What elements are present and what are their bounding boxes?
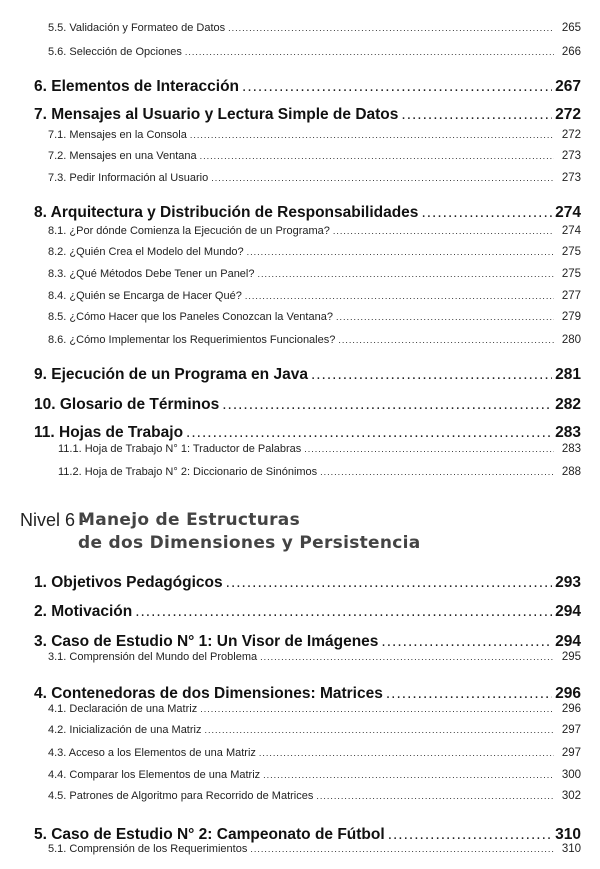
- toc-entry-title: 11.1. Hoja de Trabajo N° 1: Traductor de Palabras: [58, 443, 302, 455]
- toc-page-number: 283: [561, 443, 581, 455]
- dot-leader: [304, 444, 554, 454]
- toc-page-number: 302: [561, 790, 581, 802]
- toc-entry-title: 8.6. ¿Cómo Implementar los Requerimientos Funcionales?: [48, 334, 336, 346]
- toc-page-number: 300: [561, 769, 581, 781]
- toc-entry-title: 11. Hojas de Trabajo: [34, 424, 184, 441]
- toc-subsection-entry: [48, 769, 581, 781]
- toc-entry-title: 10. Glosario de Términos: [34, 396, 220, 413]
- toc-entry-title: 1. Objetivos Pedagógicos: [34, 574, 223, 591]
- toc-page-number: 274: [561, 225, 581, 237]
- toc-subsection-entry: [48, 703, 581, 715]
- toc-entry-title: 5. Caso de Estudio N° 2: Campeonato de Fútbol: [34, 826, 385, 843]
- toc-page-number: 275: [561, 246, 581, 258]
- toc-page-number: 265: [561, 22, 581, 34]
- dot-leader: [381, 633, 552, 651]
- toc-subsection-entry: [48, 334, 581, 346]
- toc-page-number: 297: [561, 724, 581, 736]
- toc-entry-title: 3.1. Comprensión del Mundo del Problema: [48, 651, 258, 663]
- toc-page-number: 267: [555, 78, 581, 95]
- dot-leader: [338, 335, 554, 345]
- toc-subsection-entry: [48, 790, 581, 802]
- toc-page-number: 281: [555, 366, 581, 383]
- toc-subsection-entry: [48, 172, 581, 184]
- toc-subsection-entry: [58, 443, 581, 455]
- toc-page-number: 277: [561, 290, 581, 302]
- toc-subsection-entry: [48, 651, 581, 663]
- toc-page-number: 295: [561, 651, 581, 663]
- toc-page-number: 273: [561, 172, 581, 184]
- toc-section-entry: [34, 633, 581, 651]
- toc-entry-title: 7.3. Pedir Información al Usuario: [48, 172, 209, 184]
- toc-entry-title: 7.1. Mensajes en la Consola: [48, 129, 187, 141]
- dot-leader: [222, 396, 552, 414]
- level-title-line1: Manejo de Estructuras: [78, 510, 300, 530]
- toc-page-number: 310: [555, 826, 581, 843]
- dot-leader: [204, 725, 554, 735]
- toc-section-entry: [34, 366, 581, 384]
- toc-page-number: 293: [555, 574, 581, 591]
- toc-entry-title: 4.2. Inicialización de una Matriz: [48, 724, 202, 736]
- dot-leader: [336, 312, 554, 322]
- toc-entry-title: 2. Motivación: [34, 603, 133, 620]
- toc-section-entry: [34, 574, 581, 592]
- dot-leader: [258, 269, 555, 279]
- dot-leader: [245, 291, 554, 301]
- dot-leader: [226, 574, 552, 592]
- toc-section-entry: [34, 204, 581, 222]
- toc-page-number: 272: [561, 129, 581, 141]
- dot-leader: [247, 247, 554, 257]
- toc-subsection-entry: [48, 129, 581, 141]
- toc-subsection-entry: [48, 268, 581, 280]
- dot-leader: [200, 151, 554, 161]
- dot-leader: [320, 467, 554, 477]
- dot-leader: [263, 770, 554, 780]
- toc-entry-title: 5.5. Validación y Formateo de Datos: [48, 22, 226, 34]
- toc-subsection-entry: [48, 747, 581, 759]
- toc-entry-title: 4. Contenedoras de dos Dimensiones: Matrices: [34, 685, 383, 702]
- dot-leader: [250, 844, 554, 854]
- toc-section-entry: [34, 106, 581, 124]
- toc-entry-title: 7.2. Mensajes en una Ventana: [48, 150, 197, 162]
- dot-leader: [259, 748, 554, 758]
- toc-page-number: 273: [561, 150, 581, 162]
- toc-entry-title: 8.1. ¿Por dónde Comienza la Ejecución de un Programa?: [48, 225, 330, 237]
- dot-leader: [316, 791, 554, 801]
- dot-leader: [185, 47, 554, 57]
- dot-leader: [260, 652, 554, 662]
- toc-entry-title: 4.4. Comparar los Elementos de una Matriz: [48, 769, 261, 781]
- toc-page-number: 274: [555, 204, 581, 221]
- toc-entry-title: 4.5. Patrones de Algoritmo para Recorrido de Matrices: [48, 790, 314, 802]
- dot-leader: [190, 130, 554, 140]
- toc-section-entry: [34, 78, 581, 96]
- level-title-line2: de dos Dimensiones y Persistencia: [78, 533, 421, 553]
- dot-leader: [421, 204, 552, 222]
- toc-page-number: 296: [555, 685, 581, 702]
- toc-page-number: 283: [555, 424, 581, 441]
- dot-leader: [388, 826, 552, 844]
- toc-subsection-entry: [48, 290, 581, 302]
- toc-entry-title: 5.1. Comprensión de los Requerimientos: [48, 843, 248, 855]
- toc-page-number: 310: [561, 843, 581, 855]
- toc-subsection-entry: [48, 225, 581, 237]
- toc-page-number: 280: [561, 334, 581, 346]
- toc-section-entry: [34, 826, 581, 844]
- dot-leader: [311, 366, 552, 384]
- toc-subsection-entry: [58, 466, 581, 478]
- toc-entry-title: 8.5. ¿Cómo Hacer que los Paneles Conozcan la Ventana?: [48, 311, 333, 323]
- toc-section-entry: [34, 424, 581, 442]
- toc-subsection-entry: [48, 22, 581, 34]
- toc-subsection-entry: [48, 724, 581, 736]
- toc-section-entry: [34, 603, 581, 621]
- toc-entry-title: 7. Mensajes al Usuario y Lectura Simple de Datos: [34, 106, 399, 123]
- toc-section-entry: [34, 396, 581, 414]
- toc-entry-title: 11.2. Hoja de Trabajo N° 2: Diccionario de Sinónimos: [58, 466, 318, 478]
- toc-entry-title: 9. Ejecución de un Programa en Java: [34, 366, 308, 383]
- toc-page-number: 294: [555, 603, 581, 620]
- toc-subsection-entry: [48, 246, 581, 258]
- toc-subsection-entry: [48, 46, 581, 58]
- toc-page-number: 297: [561, 747, 581, 759]
- toc-page-number: 296: [561, 703, 581, 715]
- dot-leader: [386, 685, 552, 703]
- toc-page-number: 279: [561, 311, 581, 323]
- dot-leader: [200, 704, 554, 714]
- level-prefix: Nivel 6 -: [20, 510, 87, 530]
- dot-leader: [186, 424, 552, 442]
- toc-entry-title: 4.1. Declaración de una Matriz: [48, 703, 198, 715]
- toc-page-number: 266: [561, 46, 581, 58]
- dot-leader: [211, 173, 554, 183]
- toc-page-number: 294: [555, 633, 581, 650]
- toc-entry-title: 8.2. ¿Quién Crea el Modelo del Mundo?: [48, 246, 244, 258]
- dot-leader: [401, 106, 552, 124]
- dot-leader: [333, 226, 554, 236]
- toc-subsection-entry: [48, 150, 581, 162]
- toc-page-number: 275: [561, 268, 581, 280]
- toc-entry-title: 8.3. ¿Qué Métodos Debe Tener un Panel?: [48, 268, 255, 280]
- dot-leader: [242, 78, 552, 96]
- toc-entry-title: 3. Caso de Estudio N° 1: Un Visor de Imágenes: [34, 633, 379, 650]
- dot-leader: [135, 603, 552, 621]
- toc-entry-title: 8.4. ¿Quién se Encarga de Hacer Qué?: [48, 290, 242, 302]
- toc-page-number: 282: [555, 396, 581, 413]
- toc-entry-title: 4.3. Acceso a los Elementos de una Matriz: [48, 747, 256, 759]
- toc-entry-title: 5.6. Selección de Opciones: [48, 46, 182, 58]
- toc-subsection-entry: [48, 311, 581, 323]
- toc-page-number: 272: [555, 106, 581, 123]
- toc-section-entry: [34, 685, 581, 703]
- toc-entry-title: 8. Arquitectura y Distribución de Responsabilidades: [34, 204, 419, 221]
- toc-subsection-entry: [48, 843, 581, 855]
- toc-entry-title: 6. Elementos de Interacción: [34, 78, 240, 95]
- toc-page-number: 288: [561, 466, 581, 478]
- dot-leader: [228, 23, 554, 33]
